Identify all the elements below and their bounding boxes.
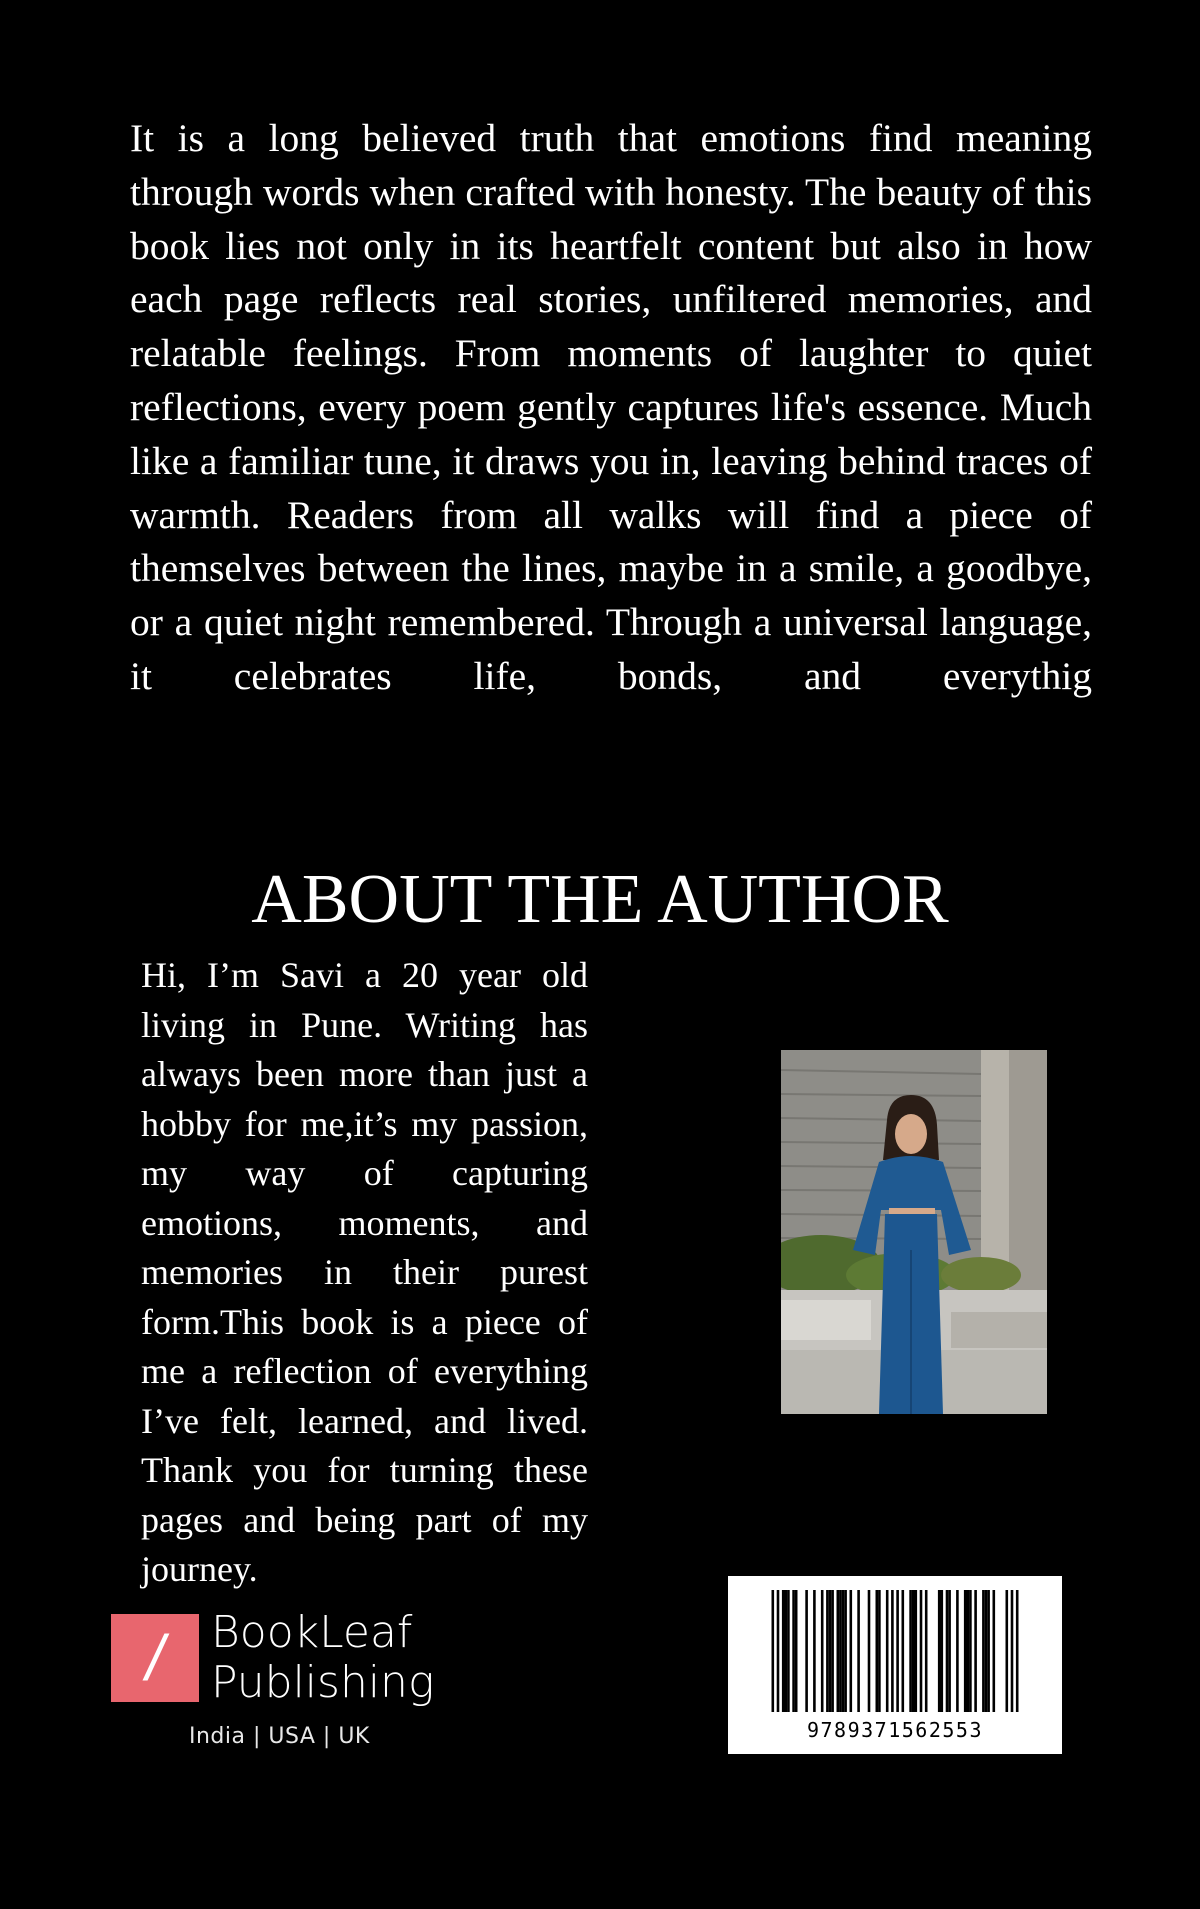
barcode-bar (772, 1590, 775, 1712)
barcode-bar (857, 1590, 860, 1712)
author-bio: Hi, I’m Savi a 20 year old living in Pune. Writing has always been more than just a hobby for me,it’s my passion, my way of capturing emotions, moments, and memories in their purest form.This book is a piece of me a reflection of everything I’ve felt, learned, and lived. Thank you for turning these pages and being part of my journey. (141, 955, 588, 1589)
barcode-bar (891, 1590, 894, 1712)
barcode-bar (896, 1590, 899, 1712)
barcode-bar (964, 1590, 967, 1712)
barcode-bar (1006, 1590, 1009, 1712)
barcode-bar (1016, 1590, 1019, 1712)
barcode-bar (876, 1590, 879, 1712)
barcode-bar (967, 1590, 970, 1712)
barcode-bar (787, 1590, 790, 1712)
barcode-bar (821, 1590, 824, 1712)
barcode-bar (850, 1590, 853, 1712)
barcode-bar (902, 1590, 905, 1712)
barcode-bar (842, 1590, 845, 1712)
isbn-number: 9789371562553 (806, 1718, 984, 1742)
publisher-logo (111, 1607, 471, 1754)
barcode-bar (805, 1590, 808, 1712)
barcode-bar (837, 1590, 840, 1712)
publisher-name-line2: Publishing (211, 1657, 435, 1708)
barcode-bar (946, 1590, 949, 1712)
barcode-bar (844, 1590, 847, 1712)
barcode-bar (956, 1590, 959, 1712)
barcode-bar (782, 1590, 785, 1712)
barcode-bar (868, 1590, 871, 1712)
isbn-barcode (728, 1576, 1062, 1754)
barcode-bar (974, 1590, 977, 1712)
barcode-bar (925, 1590, 928, 1712)
barcode-bar (839, 1590, 842, 1712)
barcode-bar (909, 1590, 912, 1712)
publisher-name-line1: BookLeaf (211, 1607, 413, 1658)
barcode-bar (987, 1590, 990, 1712)
barcode-bar (915, 1590, 918, 1712)
barcode-bar (813, 1590, 816, 1712)
back-cover-blurb: It is a long believed truth that emotions find meaning through words when crafted with honesty. The beauty of this book lies not only in its heartfelt content but also in how each page reflects real stories, unfiltered memories, and relatable feelings. From moments of laughter to quiet reflections, every poem gently captures life's essence. Much like a familiar tune, it draws you in, leaving behind traces of warmth. Readers from all walks will find a piece of themselves between the lines, maybe in a smile, a goodbye, or a quiet night remembered. Through a universal language, it celebrates life, bonds, and everythig (130, 116, 1092, 698)
barcode-bar (886, 1590, 889, 1712)
barcode-bar (920, 1590, 923, 1712)
barcode-bar (912, 1590, 915, 1712)
barcode-bar (1011, 1590, 1014, 1712)
barcode-bar (777, 1590, 780, 1712)
barcode-bar (938, 1590, 941, 1712)
barcode-bar (792, 1590, 795, 1712)
publisher-locations: India | USA | UK (189, 1724, 370, 1749)
barcode-bar (969, 1590, 972, 1712)
barcode-bar (826, 1590, 829, 1712)
about-the-author-heading: ABOUT THE AUTHOR (251, 861, 949, 938)
barcode-bar (941, 1590, 944, 1712)
author-photo (781, 1050, 1047, 1414)
barcode-bar (982, 1590, 985, 1712)
barcode-bar (985, 1590, 988, 1712)
barcode-bar (993, 1590, 996, 1712)
publisher-logo-mark (111, 1614, 199, 1702)
barcode-bar (795, 1590, 798, 1712)
slash-icon: / (146, 1622, 164, 1694)
publisher-name (211, 1608, 434, 1708)
barcode-bar (948, 1590, 951, 1712)
barcode-bar (878, 1590, 881, 1712)
barcode-bar (829, 1590, 832, 1712)
barcode-bar (831, 1590, 834, 1712)
barcode-bar (785, 1590, 788, 1712)
